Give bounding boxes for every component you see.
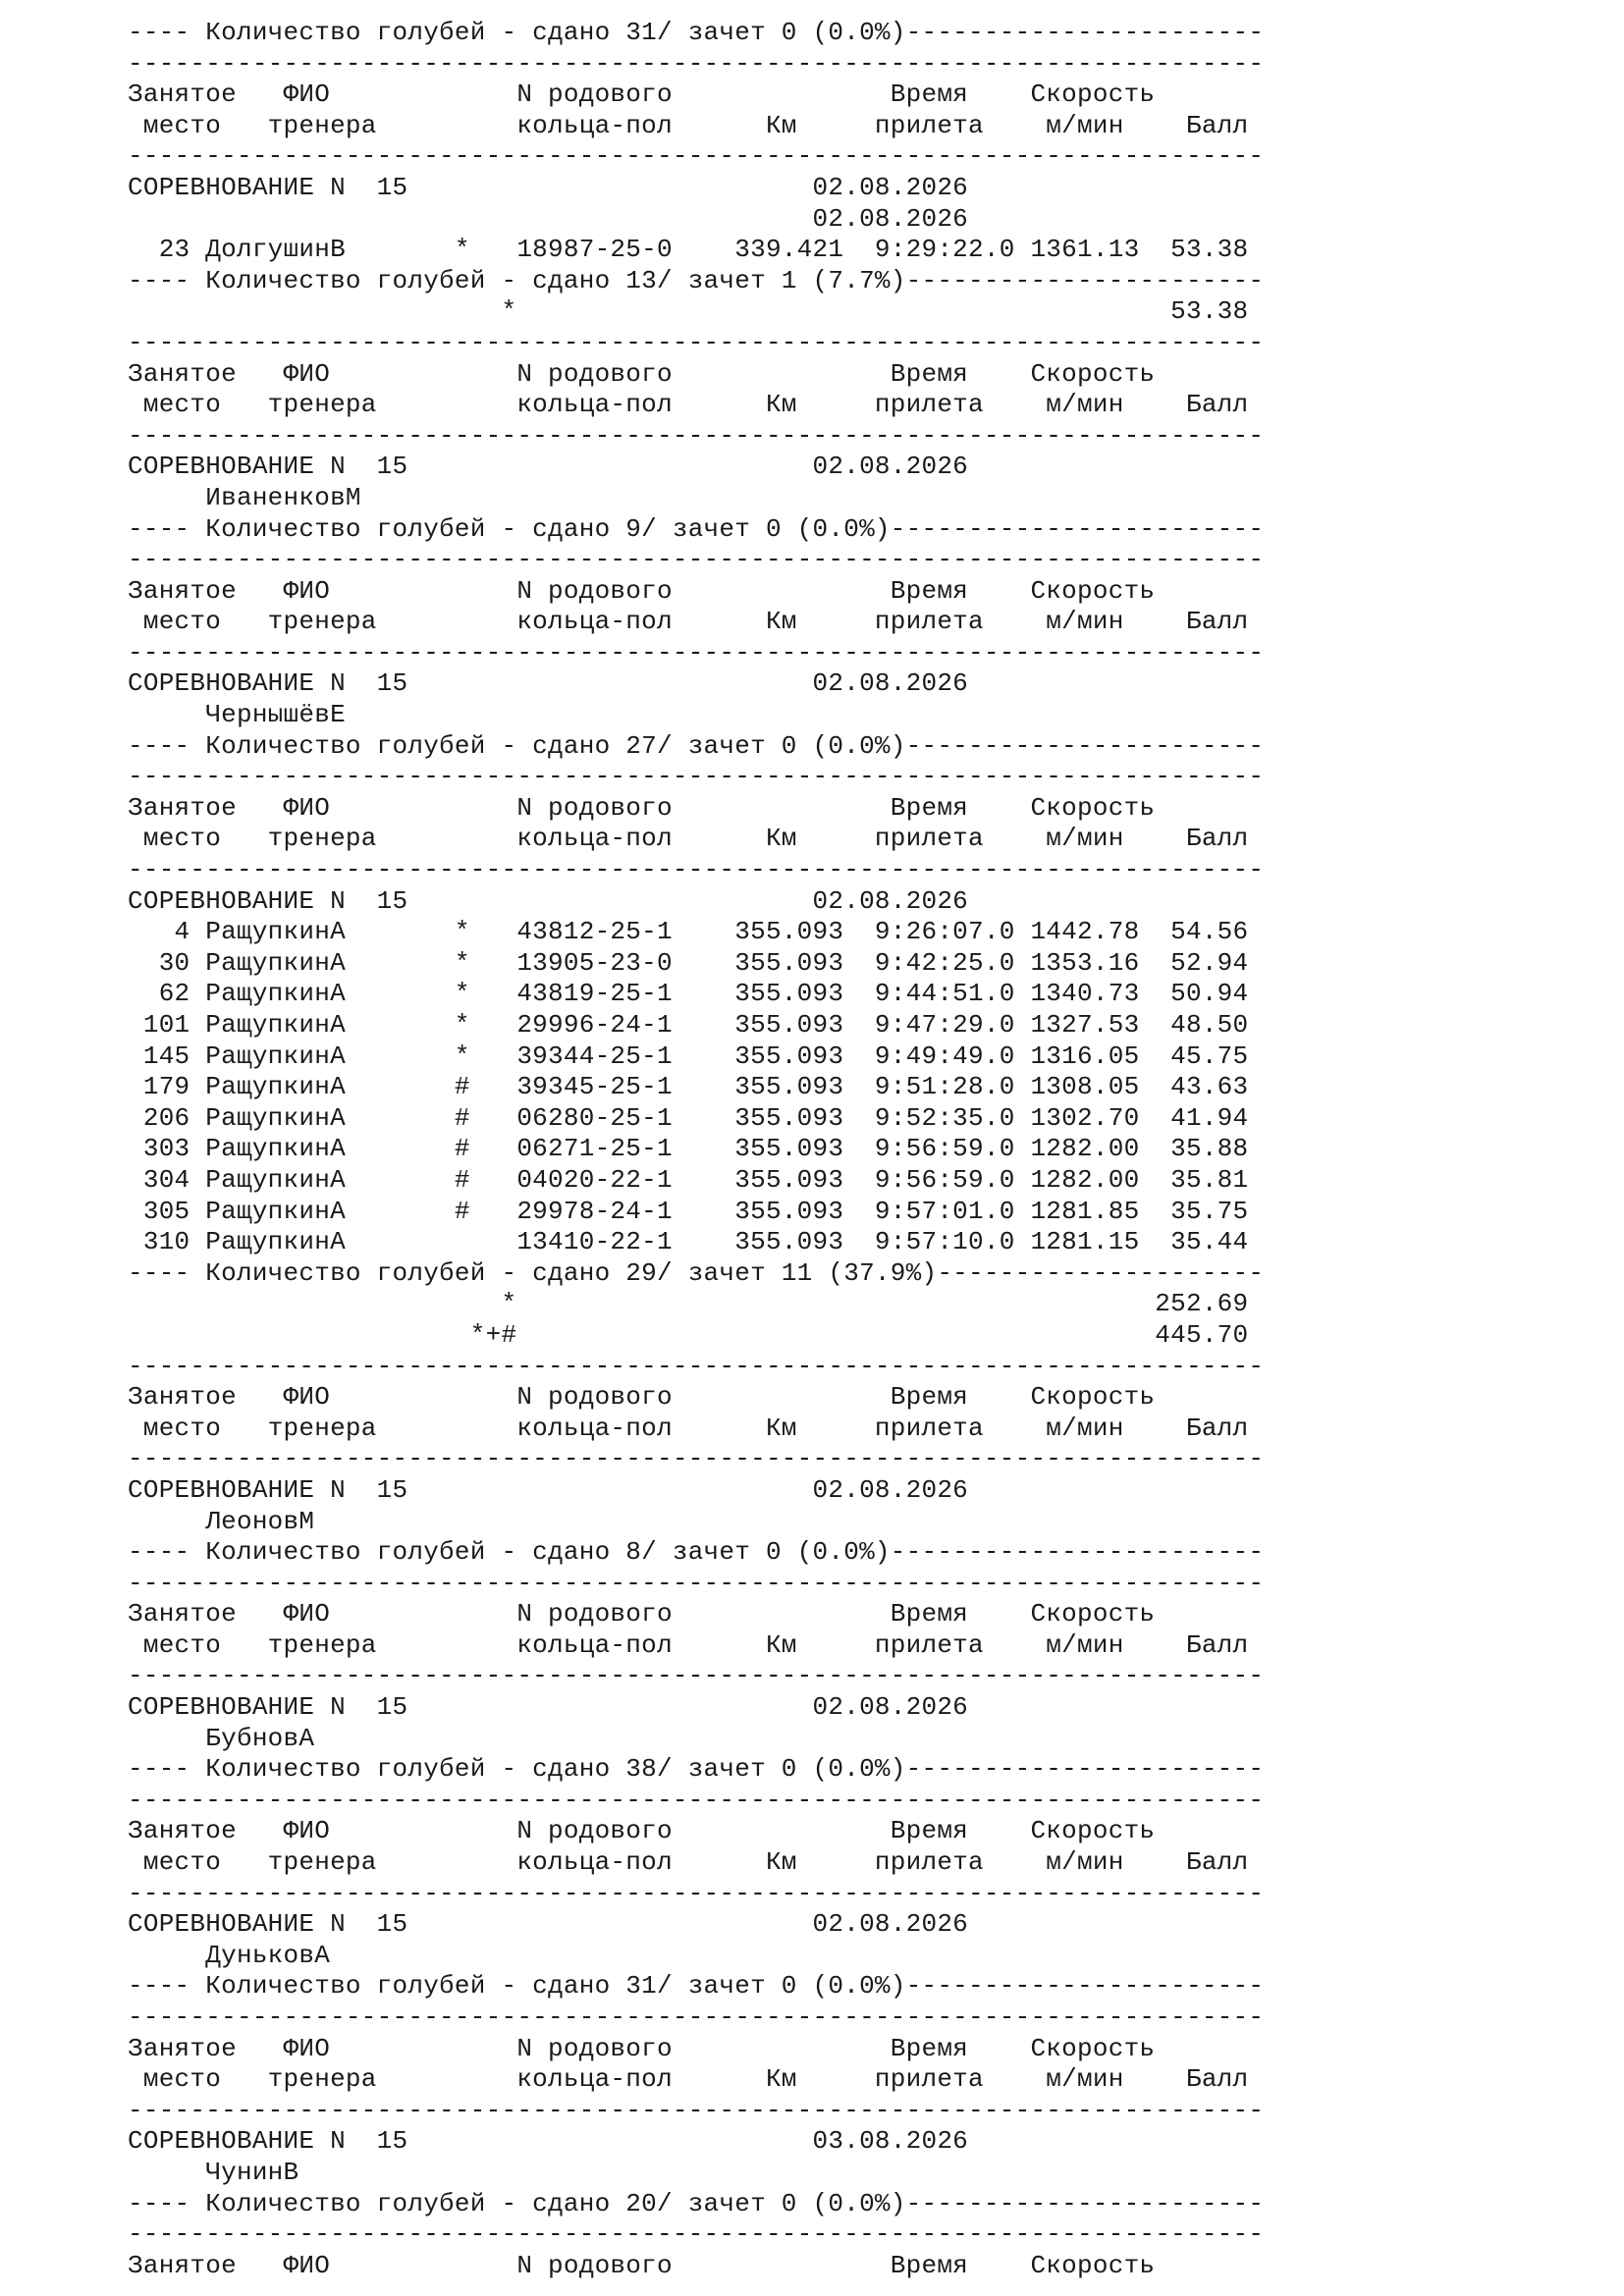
- report-line: 310 РащупкинА 13410-22-1 355.093 9:57:10.0 1281.15 35.44: [128, 1227, 1249, 1257]
- report-line: -------------------------------------------------------------------------: [128, 420, 1265, 451]
- report-line: ---- Количество голубей - сдано 27/ зачет 0 (0.0%)-----------------------: [128, 730, 1265, 761]
- report-line: Занятое ФИО N родового Время Скорость: [128, 358, 1156, 389]
- report-line: ---- Количество голубей - сдано 31/ зачет 0 (0.0%)-----------------------: [128, 1971, 1265, 2002]
- report-line: * 53.38: [128, 296, 1249, 327]
- report-line: 179 РащупкинА # 39345-25-1 355.093 9:51:28.0 1308.05 43.63: [128, 1072, 1249, 1102]
- report-line: 62 РащупкинА * 43819-25-1 355.093 9:44:51.0 1340.73 50.94: [128, 979, 1249, 1009]
- report-line: место тренера кольца-пол Км прилета м/мин Балл: [128, 390, 1249, 420]
- report-line: -------------------------------------------------------------------------: [128, 855, 1265, 885]
- report-line: -------------------------------------------------------------------------: [128, 1661, 1265, 1691]
- report-line: место тренера кольца-пол Км прилета м/мин Балл: [128, 110, 1249, 140]
- report-line: 303 РащупкинА # 06271-25-1 355.093 9:56:59.0 1282.00 35.88: [128, 1134, 1249, 1164]
- report-line: ---- Количество голубей - сдано 38/ зачет 0 (0.0%)-----------------------: [128, 1754, 1265, 1785]
- report-line: -------------------------------------------------------------------------: [128, 637, 1265, 667]
- report-line: -------------------------------------------------------------------------: [128, 1568, 1265, 1598]
- report-line: БубновА: [128, 1723, 315, 1753]
- report-line: 101 РащупкинА * 29996-24-1 355.093 9:47:29.0 1327.53 48.50: [128, 1010, 1249, 1040]
- report-line: -------------------------------------------------------------------------: [128, 1785, 1265, 1815]
- report-line: место тренера кольца-пол Км прилета м/мин Балл: [128, 1413, 1249, 1443]
- report-line: -------------------------------------------------------------------------: [128, 1878, 1265, 1908]
- report-line: *+# 445.70: [128, 1319, 1249, 1350]
- report-line: ИваненковМ: [128, 482, 361, 512]
- report-line: Занятое ФИО N родового Время Скорость: [128, 1382, 1156, 1413]
- report-line: 23 ДолгушинВ * 18987-25-0 339.421 9:29:22.0 1361.13 53.38: [128, 235, 1249, 265]
- report-line: ЧунинВ: [128, 2157, 299, 2187]
- report-line: 145 РащупкинА * 39344-25-1 355.093 9:49:49.0 1316.05 45.75: [128, 1041, 1249, 1071]
- report-line: СОРЕВНОВАНИЕ N 15 02.08.2026: [128, 1474, 969, 1505]
- report-line: -------------------------------------------------------------------------: [128, 545, 1265, 575]
- report-line: 4 РащупкинА * 43812-25-1 355.093 9:26:07.0 1442.78 54.56: [128, 917, 1249, 947]
- report-line: ---- Количество голубей - сдано 29/ зачет 11 (37.9%)---------------------: [128, 1257, 1265, 1288]
- report-line: -------------------------------------------------------------------------: [128, 48, 1265, 79]
- report-line: 305 РащупкинА # 29978-24-1 355.093 9:57:01.0 1281.85 35.75: [128, 1196, 1249, 1226]
- report-line: ЧернышёвЕ: [128, 700, 346, 730]
- report-line: Занятое ФИО N родового Время Скорость: [128, 1599, 1156, 1629]
- report-line: ---- Количество голубей - сдано 13/ зачет 1 (7.7%)-----------------------: [128, 265, 1265, 295]
- race-results-report: [128, 18, 1264, 2281]
- report-line: Занятое ФИО N родового Время Скорость: [128, 80, 1156, 110]
- report-line: Занятое ФИО N родового Время Скорость: [128, 1816, 1156, 1846]
- report-line: Занятое ФИО N родового Время Скорость: [128, 575, 1156, 606]
- report-line: Занятое ФИО N родового Время Скорость: [128, 2250, 1156, 2280]
- report-line: СОРЕВНОВАНИЕ N 15 02.08.2026: [128, 1909, 969, 1940]
- report-line: -------------------------------------------------------------------------: [128, 2002, 1265, 2032]
- report-line: -------------------------------------------------------------------------: [128, 2219, 1265, 2250]
- report-line: * 252.69: [128, 1289, 1249, 1319]
- report-line: -------------------------------------------------------------------------: [128, 1444, 1265, 1474]
- report-line: -------------------------------------------------------------------------: [128, 327, 1265, 357]
- report-line: -------------------------------------------------------------------------: [128, 762, 1265, 792]
- report-line: место тренера кольца-пол Км прилета м/мин Балл: [128, 1629, 1249, 1660]
- report-line: 206 РащупкинА # 06280-25-1 355.093 9:52:35.0 1302.70 41.94: [128, 1102, 1249, 1133]
- report-line: СОРЕВНОВАНИЕ N 15 02.08.2026: [128, 1692, 969, 1723]
- report-line: 304 РащупкинА # 04020-22-1 355.093 9:56:59.0 1282.00 35.81: [128, 1164, 1249, 1195]
- report-line: СОРЕВНОВАНИЕ N 15 02.08.2026: [128, 668, 969, 699]
- report-line: ДуньковА: [128, 1940, 331, 1970]
- report-line: ---- Количество голубей - сдано 31/ зачет 0 (0.0%)-----------------------: [128, 18, 1265, 47]
- report-line: -------------------------------------------------------------------------: [128, 1351, 1265, 1381]
- report-line: СОРЕВНОВАНИЕ N 15 02.08.2026: [128, 885, 969, 916]
- report-line: место тренера кольца-пол Км прилета м/мин Балл: [128, 824, 1249, 854]
- report-line: СОРЕВНОВАНИЕ N 15 02.08.2026: [128, 172, 969, 202]
- report-line: ---- Количество голубей - сдано 20/ зачет 0 (0.0%)-----------------------: [128, 2188, 1265, 2218]
- report-line: -------------------------------------------------------------------------: [128, 141, 1265, 172]
- report-line: 02.08.2026: [128, 203, 969, 234]
- report-line: -------------------------------------------------------------------------: [128, 2095, 1265, 2125]
- report-line: место тренера кольца-пол Км прилета м/мин Балл: [128, 1847, 1249, 1878]
- report-line: СОРЕВНОВАНИЕ N 15 02.08.2026: [128, 452, 969, 482]
- report-line: Занятое ФИО N родового Время Скорость: [128, 792, 1156, 823]
- report-line: 30 РащупкинА * 13905-23-0 355.093 9:42:25.0 1353.16 52.94: [128, 947, 1249, 978]
- report-line: ---- Количество голубей - сдано 9/ зачет 0 (0.0%)------------------------: [128, 513, 1265, 544]
- report-line: ЛеоновМ: [128, 1506, 315, 1536]
- report-line: место тренера кольца-пол Км прилета м/мин Балл: [128, 607, 1249, 637]
- report-line: СОРЕВНОВАНИЕ N 15 03.08.2026: [128, 2126, 969, 2157]
- report-line: место тренера кольца-пол Км прилета м/мин Балл: [128, 2064, 1249, 2095]
- report-line: ---- Количество голубей - сдано 8/ зачет 0 (0.0%)------------------------: [128, 1537, 1265, 1568]
- report-line: Занятое ФИО N родового Время Скорость: [128, 2033, 1156, 2063]
